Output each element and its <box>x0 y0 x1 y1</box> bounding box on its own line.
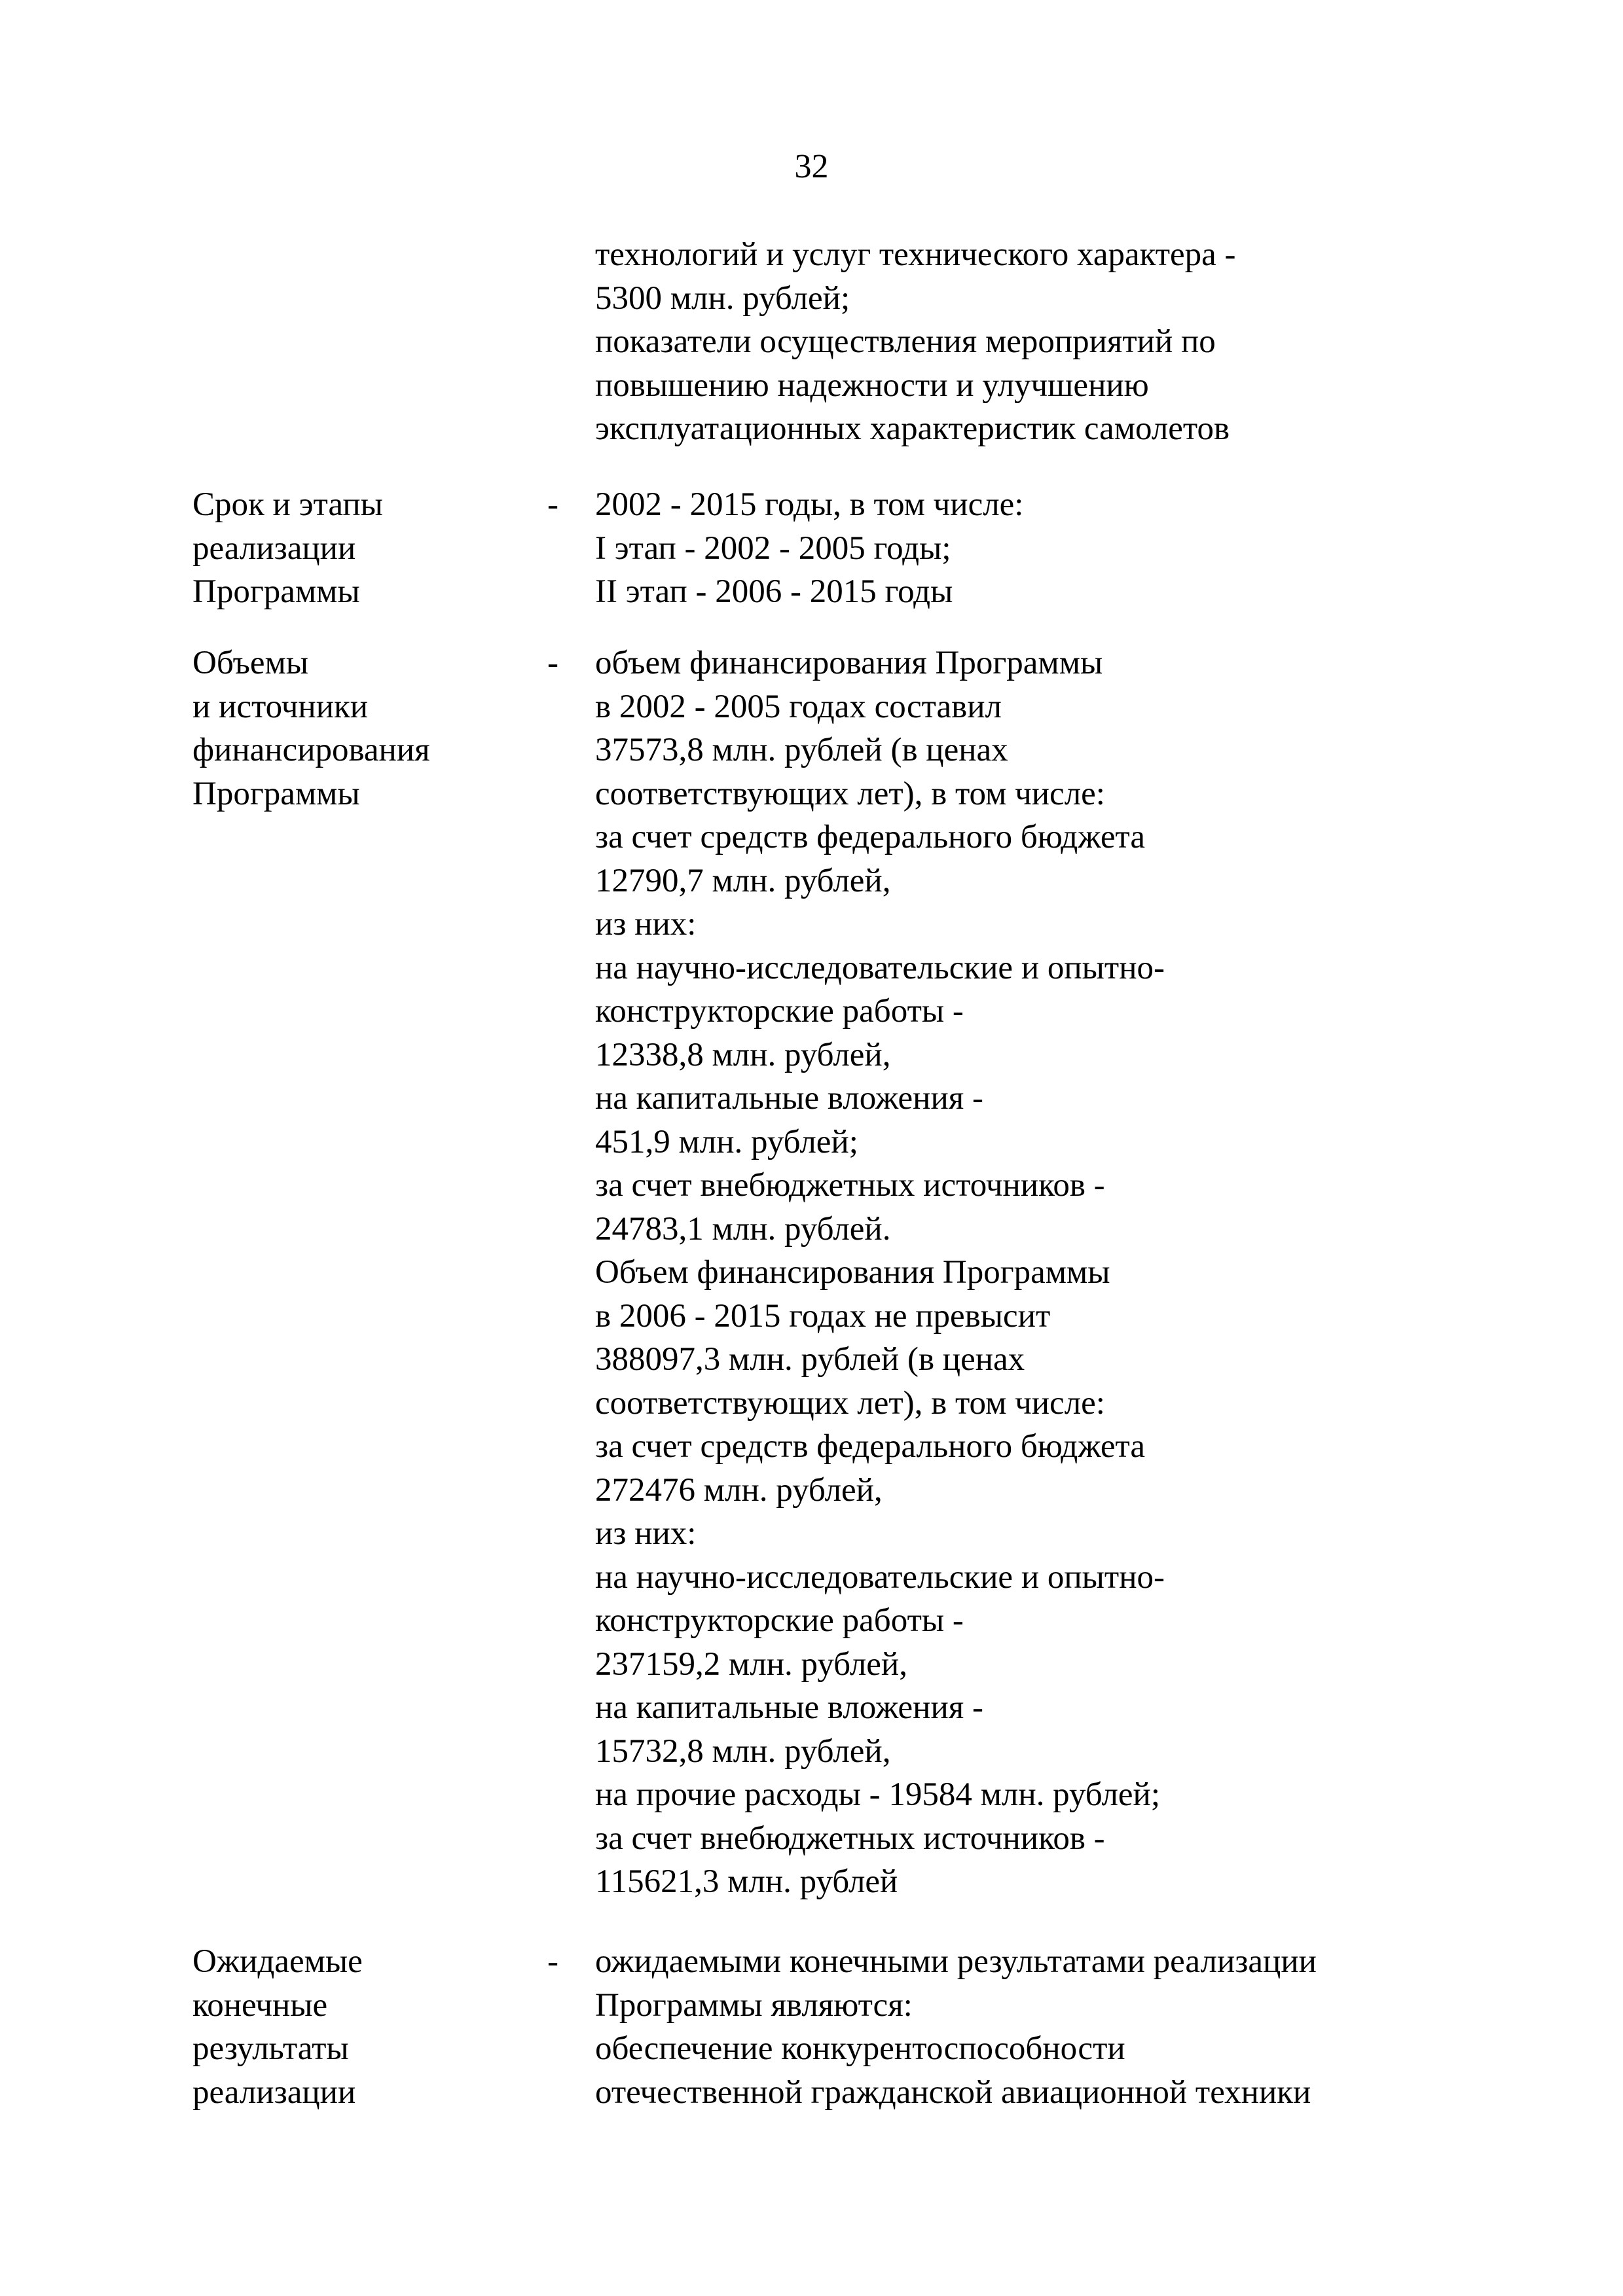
text-line: ожидаемыми конечными результатами реализации <box>595 1943 1317 1980</box>
text-line: соответствующих лет), в том числе: <box>595 775 1105 812</box>
label-line: реализации <box>192 529 356 567</box>
text-line: на капитальные вложения - <box>595 1080 983 1117</box>
text-line: в 2006 - 2015 годах не превысит <box>595 1297 1051 1335</box>
section-value <box>595 641 1165 1904</box>
text-line: Объем финансирования Программы <box>595 1254 1110 1291</box>
label-line: Срок и этапы <box>192 486 383 523</box>
text-line: 37573,8 млн. рублей (в ценах <box>595 732 1008 768</box>
text-line: на научно-исследовательские и опытно- <box>595 1558 1165 1596</box>
section-value <box>595 1940 1317 2114</box>
section-value <box>595 483 1023 614</box>
text-line: 15732,8 млн. рублей, <box>595 1732 891 1770</box>
text-line: объем финансирования Программы <box>595 645 1103 681</box>
text-line: эксплуатационных характеристик самолетов <box>595 410 1230 447</box>
text-line: 5300 млн. рублей; <box>595 279 850 317</box>
text-line: 237159,2 млн. рублей, <box>595 1645 907 1683</box>
text-line: конструкторские работы - <box>595 1602 964 1639</box>
text-line: в 2002 - 2005 годах составил <box>595 688 1002 725</box>
text-line: на прочие расходы - 19584 млн. рублей; <box>595 1776 1161 1813</box>
label-line: финансирования <box>192 732 430 768</box>
label-line: Программы <box>192 573 360 610</box>
text-line: показатели осуществления мероприятий по <box>595 323 1216 360</box>
continuation-text <box>595 233 1236 451</box>
text-line: из них: <box>595 906 697 942</box>
text-line: 24783,1 млн. рублей. <box>595 1210 891 1247</box>
section-dash: - <box>547 486 558 523</box>
section-dash: - <box>547 1943 558 1980</box>
text-line: отечественной гражданской авиационной техники <box>595 2073 1311 2111</box>
page-number: 32 <box>794 148 829 185</box>
section-label <box>192 641 430 816</box>
text-line: 12790,7 млн. рублей, <box>595 862 891 899</box>
text-line: за счет внебюджетных источников - <box>595 1820 1105 1857</box>
text-line: за счет средств федерального бюджета <box>595 1428 1146 1465</box>
label-line: Программы <box>192 775 360 812</box>
text-line: за счет внебюджетных источников - <box>595 1167 1105 1204</box>
text-line: 388097,3 млн. рублей (в ценах <box>595 1341 1025 1378</box>
text-line: II этап - 2006 - 2015 годы <box>595 573 953 610</box>
text-line: повышению надежности и улучшению <box>595 367 1149 404</box>
section-dash: - <box>547 645 558 681</box>
text-line: 451,9 млн. рублей; <box>595 1123 858 1160</box>
text-line: 272476 млн. рублей, <box>595 1471 883 1509</box>
label-line: реализации <box>192 2073 356 2111</box>
label-line: Объемы <box>192 645 309 681</box>
text-line: на капитальные вложения - <box>595 1689 983 1726</box>
label-line: Ожидаемые <box>192 1943 363 1980</box>
text-line: 2002 - 2015 годы, в том числе: <box>595 486 1024 523</box>
text-line: на научно-исследовательские и опытно- <box>595 949 1165 986</box>
text-line: 12338,8 млн. рублей, <box>595 1036 891 1073</box>
text-line: соответствующих лет), в том числе: <box>595 1384 1105 1422</box>
text-line: I этап - 2002 - 2005 годы; <box>595 529 951 567</box>
label-line: конечные <box>192 1986 328 2024</box>
section-label <box>192 483 383 614</box>
label-line: и источники <box>192 688 369 725</box>
label-line: результаты <box>192 2030 349 2067</box>
text-line: 115621,3 млн. рублей <box>595 1863 898 1900</box>
text-line: за счет средств федерального бюджета <box>595 819 1146 855</box>
text-line: Программы являются: <box>595 1986 913 2024</box>
section-label <box>192 1940 363 2114</box>
text-line: обеспечение конкурентоспособности <box>595 2030 1125 2067</box>
text-line: конструкторские работы - <box>595 993 964 1030</box>
text-line: технологий и услуг технического характера - <box>595 236 1236 273</box>
text-line: из них: <box>595 1515 697 1552</box>
